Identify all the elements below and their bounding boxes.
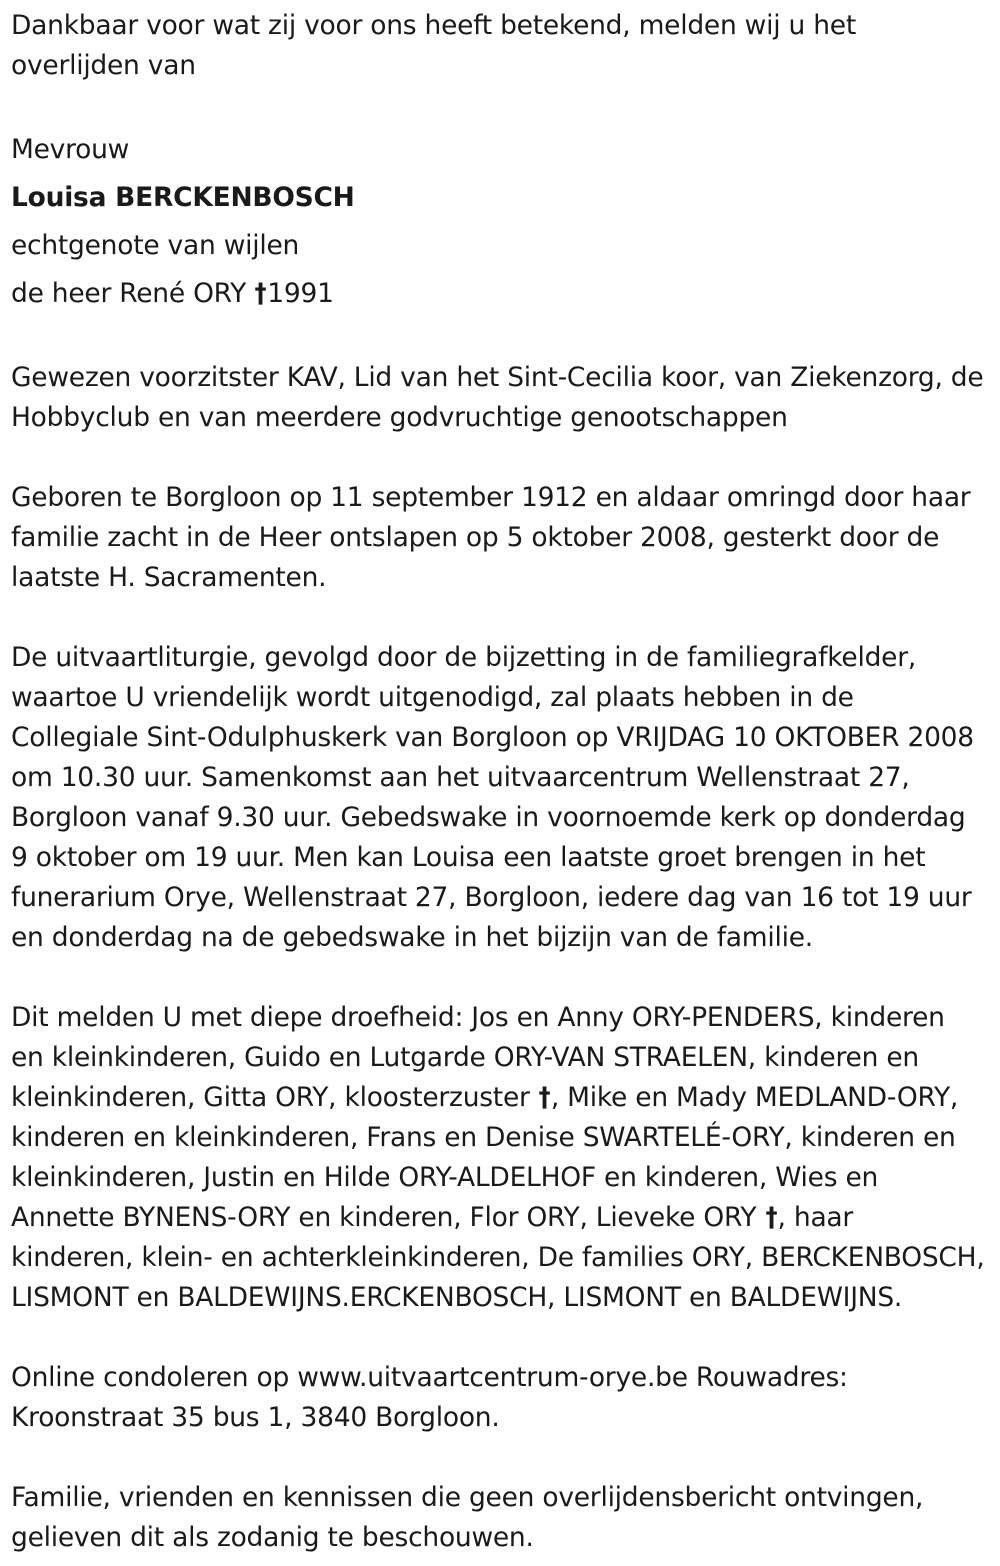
family-line [11,1078,995,1118]
family-line: kinderen en kleinkinderen, Frans en Denise SWARTELÉ-ORY, kinderen en [11,1122,956,1153]
funeral-line: funerarium Orye, Wellenstraat 27, Borgloon, iedere dag van 16 tot 19 uur [11,882,972,913]
deceased-name: Louisa BERCKENBOSCH [11,182,355,213]
family-line: LISMONT en BALDEWIJNS.ERCKENBOSCH, LISMONT en BALDEWIJNS. [11,1282,903,1313]
family-line: kinderen, klein- en achterkleinkinderen, De families ORY, BERCKENBOSCH, [11,1242,985,1273]
paragraph-gap [11,958,995,998]
cross-icon: † [538,1082,551,1113]
birth-death-line: Geboren te Borgloon op 11 september 1912 en aldaar omringd door haar [11,482,971,513]
birth-death-paragraph [11,478,995,598]
memberships-paragraph [11,358,995,438]
condolences-line: Kroonstraat 35 bus 1, 3840 Borgloon. [11,1402,500,1433]
family-paragraph [11,998,995,1318]
paragraph-gap [11,318,995,358]
funeral-line: en donderdag na de gebedswake in het bijzijn van de familie. [11,922,813,953]
family-text: Annette BYNENS-ORY en kinderen, Flor ORY, Lieveke ORY [11,1202,765,1233]
family-line [11,1198,995,1238]
birth-death-line: familie zacht in de Heer ontslapen op 5 oktober 2008, gesterkt door de [11,522,940,553]
spouse-death-year: 1991 [267,278,334,309]
funeral-line: De uitvaartliturgie, gevolgd door de bijzetting in de familiegrafkelder, [11,642,917,673]
salutation: Mevrouw [11,134,130,165]
funeral-line: om 10.30 uur. Samenkomst aan het uitvaarcentrum Wellenstraat 27, [11,762,910,793]
family-line: kleinkinderen, Justin en Hilde ORY-ALDELHOF en kinderen, Wies en [11,1162,879,1193]
closing-paragraph [11,1478,995,1558]
memberships-line: Hobbyclub en van meerdere godvruchtige genootschappen [11,402,788,433]
paragraph-gap [11,1438,995,1478]
spouse-line [11,270,995,318]
condolences-paragraph [11,1358,995,1438]
paragraph-gap [11,438,995,478]
family-line: en kleinkinderen, Guido en Lutgarde ORY-VAN STRAELEN, kinderen en [11,1042,919,1073]
paragraph-gap [11,598,995,638]
cross-icon: † [254,278,267,309]
family-text: , haar [777,1202,854,1233]
intro-line: Dankbaar voor wat zij voor ons heeft betekend, melden wij u het [11,10,856,41]
funeral-line: Borgloon vanaf 9.30 uur. Gebedswake in voornoemde kerk op donderdag [11,802,966,833]
funeral-line: Collegiale Sint-Odulphuskerk van Borgloon op VRIJDAG 10 OKTOBER 2008 [11,722,974,753]
cross-icon: † [765,1202,777,1233]
deceased-block [11,126,995,318]
closing-line: Familie, vrienden en kennissen die geen overlijdensbericht ontvingen, [11,1482,924,1513]
family-text: , Mike en Mady MEDLAND-ORY, [550,1082,959,1113]
paragraph-gap [11,86,995,126]
funeral-line: 9 oktober om 19 uur. Men kan Louisa een laatste groet brengen in het [11,842,926,873]
funeral-paragraph [11,638,995,958]
family-text: kleinkinderen, Gitta ORY, kloosterzuster [11,1082,538,1113]
intro-paragraph [11,6,995,86]
paragraph-gap [11,1318,995,1358]
relation-line: echtgenote van wijlen [11,230,300,261]
family-line: Dit melden U met diepe droefheid: Jos en Anny ORY-PENDERS, kinderen [11,1002,945,1033]
condolences-line: Online condoleren op www.uitvaartcentrum-orye.be Rouwadres: [11,1362,848,1393]
birth-death-line: laatste H. Sacramenten. [11,562,327,593]
closing-line: gelieven dit als zodanig te beschouwen. [11,1522,534,1553]
memberships-line: Gewezen voorzitster KAV, Lid van het Sint-Cecilia koor, van Ziekenzorg, de [11,362,984,393]
spouse-name: de heer René ORY [11,278,255,309]
obituary-document [11,6,995,1558]
funeral-line: waartoe U vriendelijk wordt uitgenodigd, zal plaats hebben in de [11,682,854,713]
intro-line: overlijden van [11,50,196,81]
